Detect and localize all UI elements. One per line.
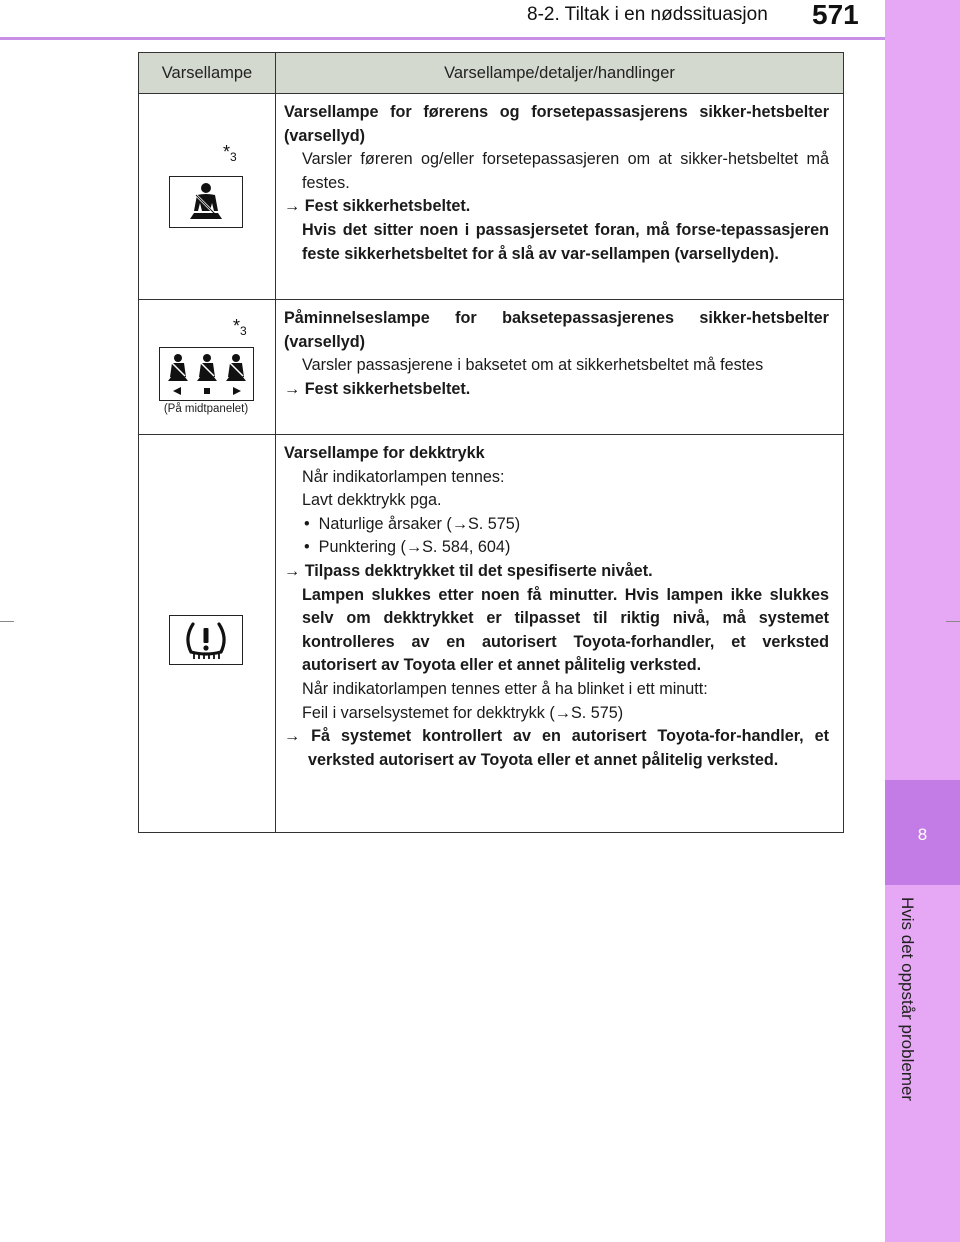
description-cell	[276, 435, 844, 833]
table-row	[139, 435, 844, 833]
lamp-description: Varsler passasjerene i baksetet om at sikkerhetsbeltet må festes	[302, 356, 764, 375]
footnote-marker: $*_3$	[223, 142, 237, 164]
header-rule	[0, 37, 885, 40]
lamp-title: Varsellampe for førerens og forsetepassasjerens sikker-hetsbelter (varsellyd)	[284, 103, 829, 145]
cause-bullet: • Punktering (→S. 584, 604)	[304, 538, 511, 557]
crop-mark-left	[0, 621, 14, 622]
icon-cell	[139, 300, 276, 435]
lamp-description: Varsler føreren og/eller forsetepassasjeren om at sikker-hetsbeltet må festes.	[302, 150, 829, 192]
action-line: → Fest sikkerhetsbeltet.	[284, 197, 471, 216]
column-header-details: Varsellampe/detaljer/handlinger	[276, 53, 844, 94]
description-cell	[276, 94, 844, 300]
lamp-title: Varsellampe for dekktrykk	[284, 444, 485, 462]
cause-line: Lavt dekktrykk pga.	[302, 491, 442, 510]
action-note: Lampen slukkes etter noen få minutter. Hvis lampen ikke slukkes selv om dekktrykket er tilpasset til riktig nivå, må systemet kontrolleres av en autorisert Toyota-forhandler, et verksted autorisert av Toyota eller et annet pålitelig verksted.	[302, 585, 829, 675]
condition-line: Når indikatorlampen tennes:	[302, 467, 505, 486]
warning-light-table	[138, 52, 844, 833]
table-header-row	[139, 53, 844, 94]
icon-cell	[139, 435, 276, 833]
action-note: Hvis det sitter noen i passasjersetet foran, må forse-tepassasjeren feste sikkerhetsbeltet for å slå av var-sellampen (varsellyden).	[302, 220, 829, 263]
action-line: → Fest sikkerhetsbeltet.	[284, 379, 471, 398]
lamp-title: Påminnelseslampe for baksetepassasjerenes sikker-hetsbelter (varsellyd)	[284, 309, 829, 351]
table-row	[139, 300, 844, 435]
tire-pressure-warning-icon	[169, 615, 243, 665]
fault-line: Feil i varselsystemet for dekktrykk (→S. 575)	[302, 703, 624, 722]
icon-caption: (På midtpanelet)	[163, 403, 249, 415]
crop-mark-right	[946, 621, 960, 622]
page-number: 571	[812, 0, 859, 30]
icon-cell	[139, 94, 276, 300]
chapter-title: Hvis det oppstår problemer	[898, 897, 917, 1102]
column-header-lamp: Varsellampe	[139, 53, 276, 94]
rear-seatbelt-reminder-icon	[159, 347, 254, 401]
table-row	[139, 94, 844, 300]
seatbelt-warning-icon	[169, 176, 243, 228]
action-line: → Få systemet kontrollert av en autorisert Toyota-for-handler, et verksted autorisert av Toyota eller et annet pålitelig verksted.	[284, 727, 830, 769]
footnote-marker: $*_3$	[233, 316, 247, 338]
cause-bullet: • Naturlige årsaker (→S. 575)	[304, 514, 521, 533]
section-title: 8-2. Tiltak i en nødssituasjon	[527, 4, 768, 25]
condition-line: Når indikatorlampen tennes etter å ha blinket i ett minutt:	[302, 679, 708, 698]
action-line: → Tilpass dekktrykket til det spesifiserte nivået.	[284, 561, 653, 580]
description-cell	[276, 300, 844, 435]
chapter-number: 8	[917, 825, 928, 844]
